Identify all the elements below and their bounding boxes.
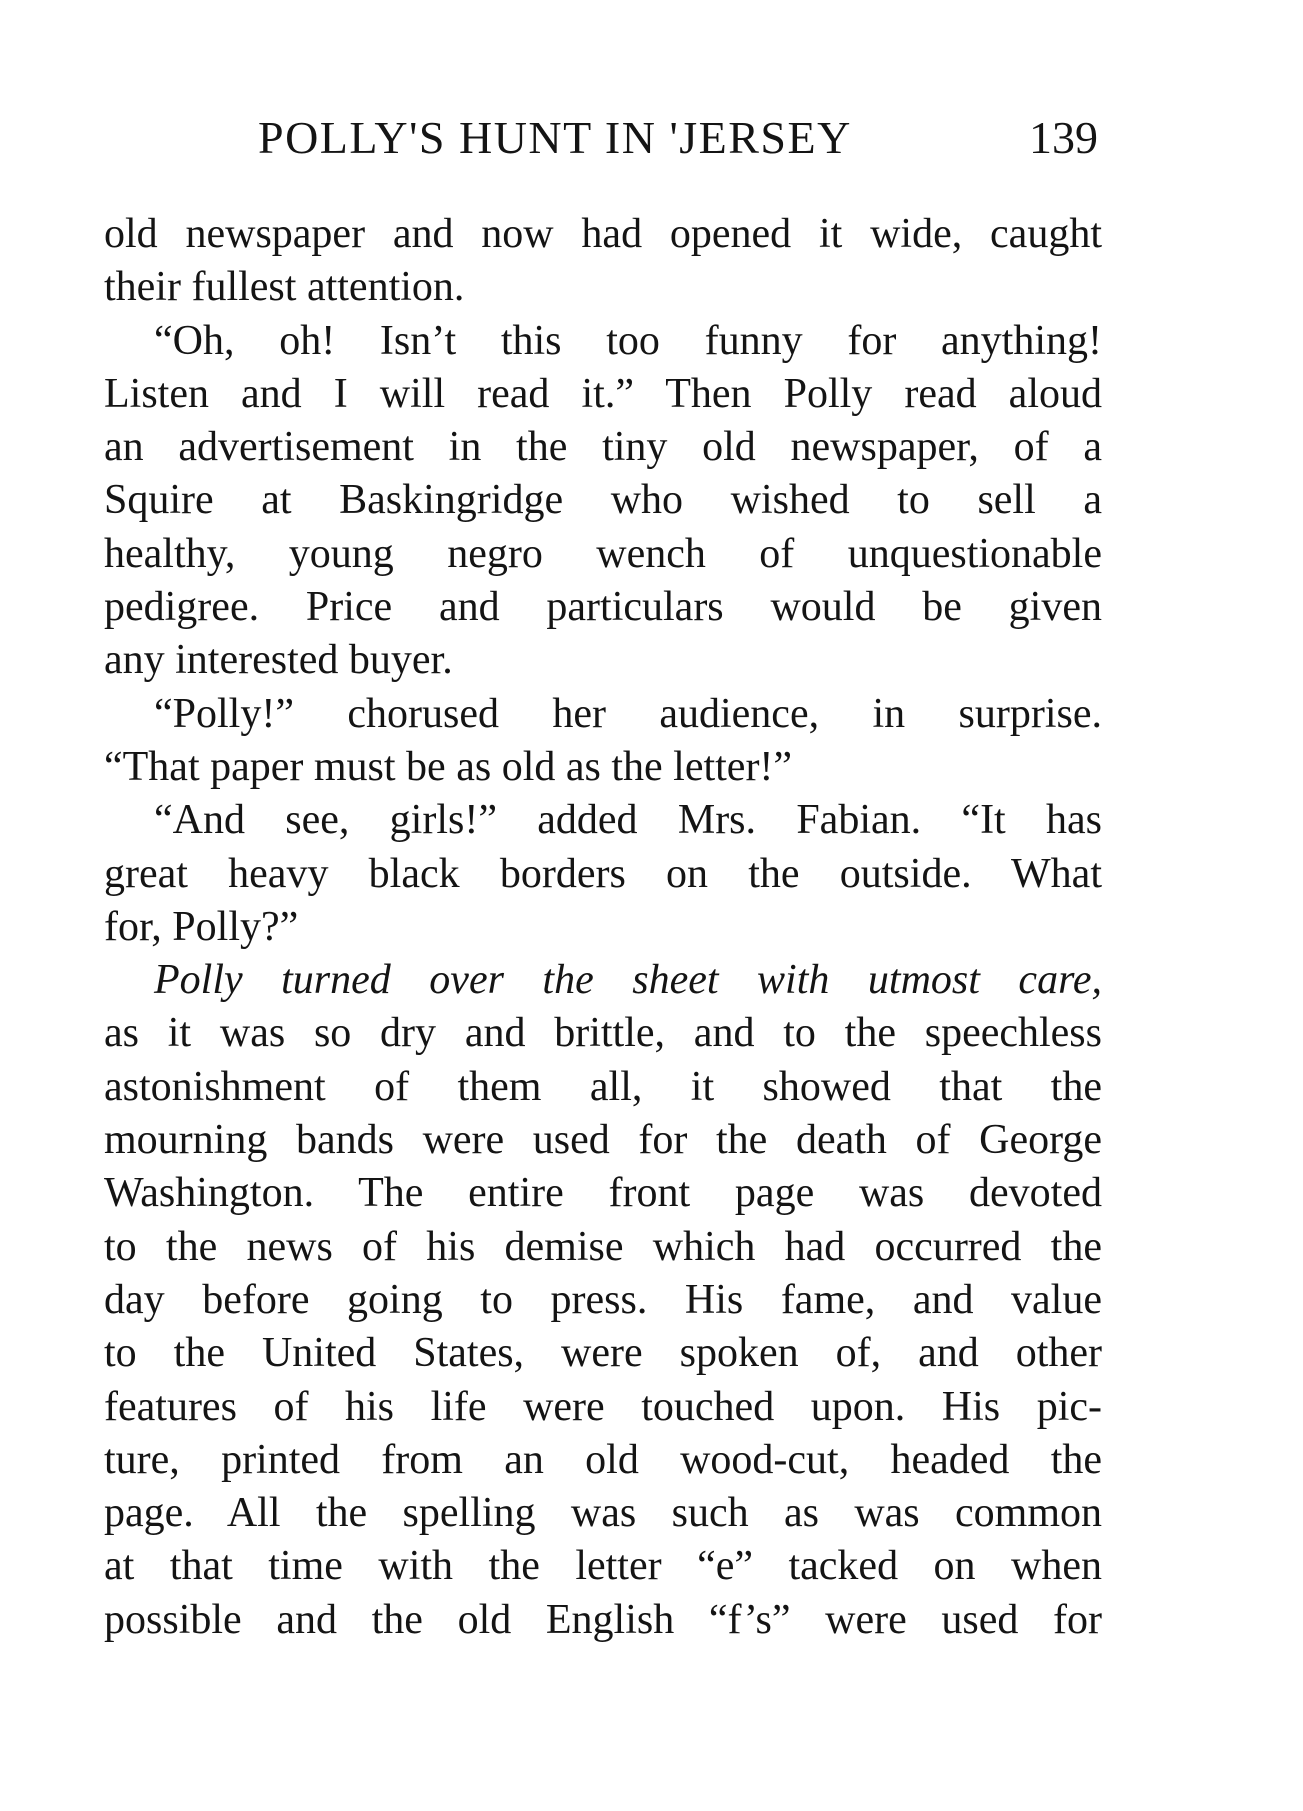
text-line: “That paper must be as old as the letter!” [104,743,793,790]
text-line: “Polly!” chorused her audience, in surprise. [154,690,1102,737]
text-line: pedigree. Price and particulars would be given [104,584,1102,631]
text-line: Squire at Baskingridge who wished to sell a [104,477,1102,524]
text-line: “And see, girls!” added Mrs. Fabian. “It has [154,797,1102,844]
text-line: healthy, young negro wench of unquestionable [104,530,1102,577]
text-line: page. All the spelling was such as was common [104,1490,1102,1537]
text-line: to the news of his demise which had occurred the [104,1223,1102,1270]
text-line: Polly turned over the sheet with utmost care, [154,957,1102,1004]
body-text [104,208,1102,1647]
page-number: 139 [1029,112,1098,163]
text-line: old newspaper and now had opened it wide, caught [104,211,1102,257]
text-line: Listen and I will read it.” Then Polly read aloud [104,370,1102,417]
text-line: astonishment of them all, it showed that the [104,1063,1102,1110]
text-line: great heavy black borders on the outside. What [104,850,1102,897]
text-line: day before going to press. His fame, and value [104,1276,1102,1323]
text-line: to the United States, were spoken of, and other [104,1330,1102,1377]
running-head [258,108,1098,168]
text-line: as it was so dry and brittle, and to the speechless [104,1010,1102,1057]
text-line: possible and the old English “f’s” were used for [104,1596,1102,1643]
text-line: ture, printed from an old wood-cut, headed the [104,1436,1102,1483]
text-line: features of his life were touched upon. His pic- [104,1383,1102,1430]
text-line: “Oh, oh! Isn’t this too funny for anything! [154,317,1102,364]
text-line: at that time with the letter “e” tacked on when [104,1543,1102,1590]
text-line: for, Polly?” [104,903,299,950]
text-line: their fullest attention. [104,264,465,311]
text-line: Washington. The entire front page was devoted [104,1170,1102,1217]
text-line: mourning bands were used for the death of George [104,1117,1102,1164]
text-line: any interested buyer. [104,637,453,684]
text-line: an advertisement in the tiny old newspaper, of a [104,424,1102,471]
running-title: POLLY'S HUNT IN 'JERSEY [258,112,852,163]
